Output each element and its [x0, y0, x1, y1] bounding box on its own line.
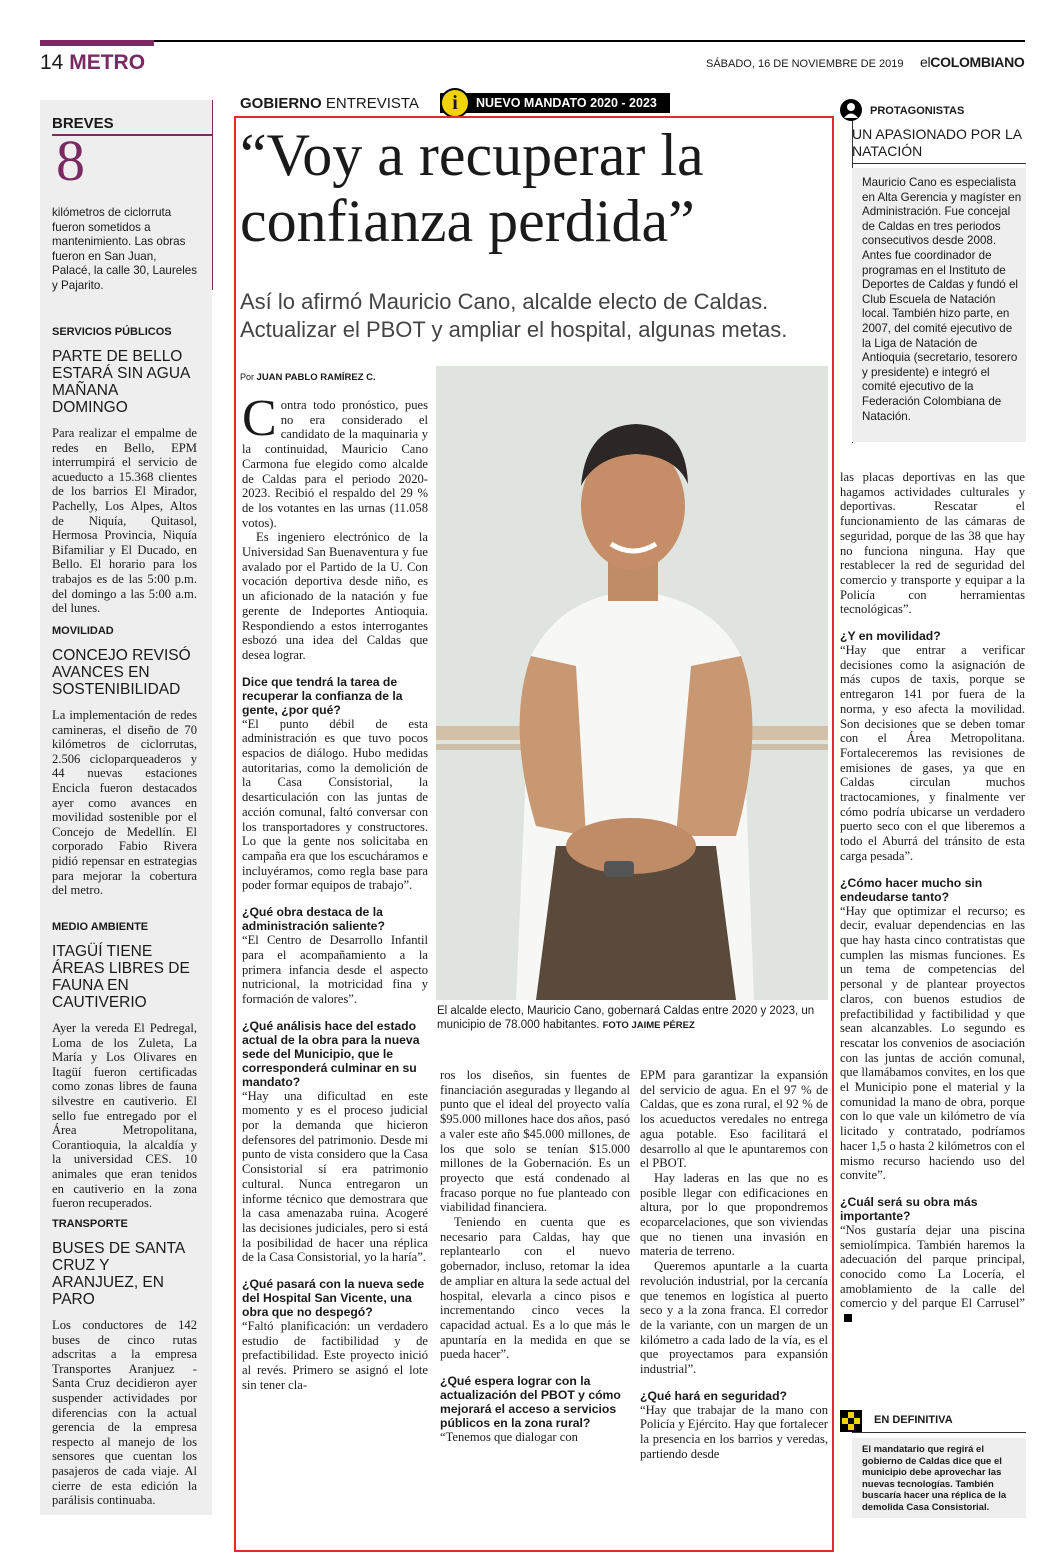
- article-column-1: [242, 390, 428, 1393]
- interview-question: ¿Y en movilidad?: [840, 629, 941, 644]
- paragraph: EPM para garantizar la expansión del servicio de agua. En el 97 % de Caldas, que es zona rural, el 92 % de los acueductos veredales no entrega agua potable. Eso facilitará el desarrollo al que le apuntaremos con el PBOT.: [640, 1068, 828, 1171]
- newspaper-logo: elCOLOMBIANO: [920, 54, 1025, 70]
- photo-credit: FOTO JAIME PÉREZ: [602, 1020, 695, 1031]
- section-color-bar: [40, 40, 154, 46]
- interview-answer: “Hay una dificultad en este momento y es el proceso judicial por la demanda que hicieron defensores del patrimonio. Desde mi punto de vista considero que la Casa Consistorial sí era patrimonio cultural. Nunca entregaron un informe técnico que demostrara que la casa amenazaba ruina. Acogeré las decisiones judiciales, pero si está la posibilidad de hacer una réplica de la Casa Consistorial, yo la haría”.: [242, 1088, 428, 1265]
- protagonistas-title-rule: [852, 163, 1026, 164]
- breves-label: BREVES: [52, 115, 114, 132]
- en-definitiva-body: El mandatario que regirá el gobierno de Caldas dice que el municipio debe aprovechar las nuevas tecnologías. También buscaría hacer una réplica de la demolida Casa Consistorial.: [862, 1444, 1007, 1513]
- issue-date: SÁBADO, 16 DE NOVIEMBRE DE 2019: [706, 58, 904, 70]
- brief-section: TRANSPORTE: [52, 1218, 128, 1230]
- brief-title: ITAGÜÍ TIENE ÁREAS LIBRES DE FAUNA EN CAUTIVERIO: [52, 943, 190, 1011]
- brief-title: CONCEJO REVISÓ AVANCES EN SOSTENIBILIDAD: [52, 647, 191, 698]
- brief-body: Para realizar el empalme de redes en Bello, EPM interrumpirá el servicio de acueducto a 15.368 clientes de los barrios El Mirador, Pachelly, Los Alpes, Altos de Niquía, Quitasol, Hermosa Provincia, Niquía Bifamiliar y El Ducado, en Bello. El horario para los trabajos es de las 5:00 p.m. del domingo a las 5:00 a.m. del lunes.: [52, 426, 197, 616]
- protagonistas-body: Mauricio Cano es especialista en Alta Gerencia y magíster en Administración. Fue concejal de Caldas en tres periodos consecutivos desde 2008. Antes fue coordinador de programas en el Instituto de Deportes de Caldas y fundó el Club Escuela de Natación local. También hizo parte, en 2007, del comité ejecutivo de la Liga de Natación de Antioquia (secretario, tesorero y presidente) e integró el comité ejecutivo de la Federación Colombiana de Natación.: [862, 176, 1022, 423]
- paragraph: ontra todo pronóstico, pues no era considerado el candidato de la maquinaria y la continuidad, Mauricio Cano Carmona fue elegido como alcalde de Caldas para el periodo 2020-2023. Recibió el respaldo del 29 % de los votantes en las urnas (11.058 votos).: [242, 398, 428, 530]
- interview-answer: “Hay que optimizar el recurso; es decir, evaluar dependencias en las que hay hasta cinco contratistas que cumplen las mismas funciones. Es un tema de competencias del personal y de plantear proyectos claros, con buenos estudios de prefactibilidad y factibilidad y que sean alcanzables. Lo segundo es rescatar los convenios de asociación con las juntas de acción comunal, que llamábamos convites, en los que el Municipio pone el material y la comunidad la mano de obra, porque con lo que vale un kilómetro de vía licitado y contratado, podríamos hacer 1,5 o hasta 2 kilómetros con el mismo recurso haciendo uso del convite”.: [840, 903, 1025, 1183]
- brief-section: SERVICIOS PÚBLICOS: [52, 326, 172, 338]
- article-photo: [436, 366, 828, 1000]
- page-header: [40, 51, 145, 75]
- info-icon: i: [440, 88, 470, 118]
- section-name: METRO: [69, 51, 146, 74]
- drop-cap: C: [242, 390, 277, 447]
- brief-item: [52, 326, 197, 616]
- person-icon: [840, 99, 862, 121]
- brief-section: MEDIO AMBIENTE: [52, 921, 149, 933]
- paragraph: Hay laderas en las que no es posible llegar con edificaciones en altura, por lo que propondremos ecoparcelaciones, que son viviendas que no tienen una invasión en materia de terreno.: [640, 1170, 828, 1259]
- article-kicker: GOBIERNO ENTREVISTA: [240, 95, 419, 112]
- interview-answer: “Hay que trabajar de la mano con Policía y Ejército. Hay que fortalecer la presencia en los barrios y veredas, partiendo desde: [640, 1402, 828, 1461]
- interview-question: ¿Cuál será su obra más importante?: [840, 1194, 978, 1223]
- en-definitiva-label: EN DEFINITIVA: [874, 1414, 953, 1426]
- page-number: 14: [40, 51, 64, 74]
- interview-question: ¿Qué obra destaca de la administración saliente?: [242, 905, 385, 934]
- checkered-icon: [840, 1410, 862, 1432]
- series-badge: NUEVO MANDATO 2020 - 2023: [440, 93, 670, 113]
- interview-question: Dice que tendrá la tarea de recuperar la confianza de la gente, ¿por qué?: [242, 674, 403, 717]
- interview-question: ¿Cómo hacer mucho sin endeudarse tanto?: [840, 875, 983, 904]
- interview-answer: “Nos gustaría dejar una piscina semiolímpica. También haremos la adecuación del parque principal, conocido como La Locería, el amoblamiento de la calle del comercio y del parque El Carrusel”: [840, 1223, 1025, 1326]
- protagonistas-title: UN APASIONADO POR LA NATACIÓN: [852, 126, 1022, 159]
- interview-question: ¿Qué espera lograr con la actualización del PBOT y cómo mejorará el acceso a servicios públicos en la zona rural?: [440, 1374, 621, 1431]
- article-column-3: [640, 1068, 828, 1462]
- brief-item: [52, 1218, 197, 1508]
- end-mark-icon: [844, 1314, 852, 1322]
- brief-body: La implementación de redes camineras, el diseño de 70 kilómetros de ciclorrutas, 2.506 cicloparqueaderos y 44 nuevas estaciones Encicla fueron destacados ayer como avances en movilidad sostenible por el Concejo de Medellín. El corporado Fabio Rivera pidió repensar en estrategias para mejorar la cobertura del metro.: [52, 708, 197, 898]
- brief-title: PARTE DE BELLO ESTARÁ SIN AGUA MAÑANA DOMINGO: [52, 348, 190, 416]
- interview-answer: “Tenemos que dialogar con: [440, 1430, 578, 1445]
- article-column-2: [440, 1068, 630, 1445]
- breves-number-text: kilómetros de ciclorruta fueron sometidos a mantenimiento. Las obras fueron en San Juan, Palacé, la calle 30, Laureles y Pajarito.: [52, 206, 198, 292]
- brief-item: [52, 921, 197, 1211]
- brief-item: [52, 625, 197, 898]
- brief-title: BUSES DE SANTA CRUZ Y ARANJUEZ, EN PARO: [52, 1240, 185, 1308]
- paragraph: las placas deportivas en las que hagamos actividades culturales y deportivas. Rescatar el funcionamiento de las cámaras de seguridad, porque de las 38 que hay no funciona ninguna. Hay que restablecer la red de seguridad del comercio y transporte y equipar a la Policía con herramientas tecnológicas”.: [840, 470, 1025, 617]
- article-column-4: [840, 470, 1025, 1326]
- portrait-illustration: [436, 366, 828, 1000]
- article-headline: “Voy a recuperar la confianza perdida”: [240, 122, 704, 254]
- brief-section: MOVILIDAD: [52, 625, 114, 637]
- article-dek: Así lo afirmó Mauricio Cano, alcalde electo de Caldas. Actualizar el PBOT y ampliar el hospital, algunas metas.: [240, 289, 788, 342]
- interview-question: ¿Qué hará en seguridad?: [640, 1388, 787, 1403]
- protagonistas-label: PROTAGONISTAS: [870, 105, 965, 117]
- paragraph: ros los diseños, sin fuentes de financiación aseguradas y llegando al punto que el ideal del proyecto valía $95.000 millones hace dos años, pasó a valer este año $45.000 millones, de los que solo se tenían $15.000 millones de la Gobernación. Es un proyecto que está condenado al fracaso porque no fue planteado con viabilidad financiera.: [440, 1068, 630, 1215]
- breves-big-number: 8: [56, 128, 85, 193]
- interview-answer: “El Centro de Desarrollo Infantil para el acompañamiento a la primera infancia desde el aspecto nutricional, la motricidad fina y formación de valores”.: [242, 933, 428, 1006]
- photo-caption: El alcalde electo, Mauricio Cano, gobernará Caldas entre 2020 y 2023, un municipio de 78.000 habitantes. FOTO JAIME PÉREZ: [437, 1005, 815, 1031]
- en-definitiva-rule: [852, 1432, 1026, 1433]
- interview-answer: “Hay que entrar a verificar decisiones como la asignación de más cupos de taxis, porque se entregaron 141 por fuera de la norma, y eso afecta la movilidad. Son decisiones que se deben tomar con el Área Metropolitana. Fortaleceremos las revisiones de emisiones de gases, ya que en Caldas circulan muchos tractocamiones, y finalmente ver cómo podría ubicarse un verdadero puerto seco con el que liberemos a todo el Aburrá del tránsito de esta carga pesada”.: [840, 643, 1025, 863]
- brief-body: Los conductores de 142 buses de cinco rutas adscritas a la empresa Transportes Aranjuez - Santa Cruz decidieron ayer suspender actividades por diferencias con la actual gerencia de la empresa respecto al manejo de los sensores que cuentan los pasajeros de cada viaje. Al cierre de esta edición la parálisis continuaba.: [52, 1318, 197, 1508]
- interview-answer: “Faltó planificación: un verdadero estudio de factibilidad y de prefactibilidad. Este proyecto inició al revés. Primero se asignó el lote sin tener cla-: [242, 1319, 428, 1392]
- paragraph: Teniendo en cuenta que es necesario para Caldas, hay que replantearlo con el nuevo gobernador, incluso, retomar la idea de ampliar en altura la sede actual del hospital, elevarla a cinco pisos e incrementando cinco veces la capacidad actual. Es a lo que más le apuntaría en la medida en que se pueda hacer”.: [440, 1215, 630, 1362]
- interview-answer: “El punto débil de esta administración es que tuvo pocos espacios de diálogo. Hubo medidas autoritarias, como la demolición de la Casa Consistorial, la desarticulación con las juntas de acción comunal, faltó conversar con los transportadores y constructores. Lo que la gente nos solicitaba en campaña era que los escucháramos e incluyéramos, como regla base para poder formar equipos de trabajo”.: [242, 716, 428, 893]
- brief-body: Ayer la vereda El Pedregal, Loma de los Zuleta, La María y Los Olivares en Itagüí fueron certificadas como zonas libres de fauna silvestre en cautiverio. El sello fue entregado por el Área Metropolitana, Corantioquia, la alcaldía y la universidad CES. 10 animales que eran tenidos en cautiverio en la zona fueron recuperados.: [52, 1021, 197, 1211]
- paragraph: Es ingeniero electrónico de la Universidad San Buenaventura y fue avalado por el Partido de la U. Con vocación deportiva desde niño, es un aficionado de la natación y fue gerente de Indeportes Antioquia. Respondiendo a estos interrogantes esbozó una idea del Caldas que desea lograr.: [242, 530, 428, 662]
- breves-vertical-rule: [212, 100, 213, 290]
- interview-question: ¿Qué pasará con la nueva sede del Hospital San Vicente, una obra que no despegó?: [242, 1277, 425, 1320]
- paragraph: Queremos apuntarle a la cuarta revolución industrial, por la cercanía que tenemos en logística al puerto seco y a la zona franca. El corredor de la variante, con un margen de un kilómetro a cada lado de la vía, es el que proyectamos para expansión industrial”.: [640, 1259, 828, 1377]
- interview-question: ¿Qué análisis hace del estado actual de la obra para la nueva sede del Municipio, que le corresponderá culminar en su mandato?: [242, 1018, 420, 1089]
- byline: Por JUAN PABLO RAMÍREZ C.: [240, 372, 376, 383]
- header-rule: [40, 40, 1025, 42]
